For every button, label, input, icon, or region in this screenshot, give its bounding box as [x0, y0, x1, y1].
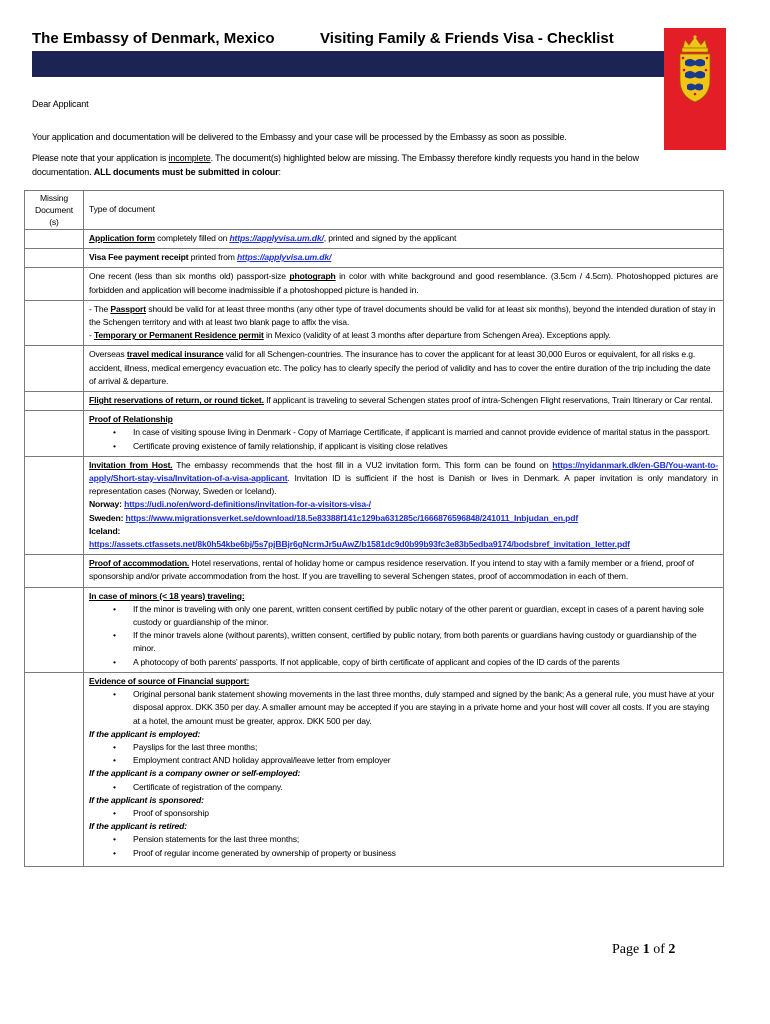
page-number — [612, 942, 675, 958]
table-row — [25, 672, 724, 866]
item-title: travel medical insurance — [126, 349, 224, 360]
list-item: • A photocopy of both parents' passports. If not applicable, copy of birth certificate of applicant and copies of the ID cards of the parents — [133, 656, 718, 669]
list-item: • Certificate proving existence of family relationship, if applicant is visiting close relatives — [133, 440, 718, 453]
flight-cell — [84, 392, 724, 411]
missing-document-header: Missing Document (s) — [25, 191, 84, 230]
list-item: • Certificate of registration of the company. — [133, 781, 718, 794]
table-row — [25, 300, 724, 346]
table-row — [25, 411, 724, 457]
application-form-cell — [84, 230, 724, 249]
intro-paragraph-2 — [32, 152, 692, 179]
item-title: Proof of accommodation. — [89, 558, 190, 569]
iceland-label: Iceland: — [89, 525, 121, 536]
table-row — [25, 555, 724, 587]
list-item: • In case of visiting spouse living in Denmark - Copy of Marriage Certificate, if applicant is married and cannot provide evidence of marital status in the passport. — [133, 426, 718, 439]
photograph-cell — [84, 268, 724, 300]
item-text: valid for all Schengen-countries. The insurance has to cover the applicant for at least 30,000 Euros or equivalent, for all risks e.g. accident, illness, medical emergency evacuation etc. The policy has to clearly specify the period of validity and has to cover the entire duration of the trip including the date of arrival & departure. — [89, 349, 711, 386]
item-text: in Mexico (validity of at least 3 months after departure from Schengen Area). Exceptions apply. — [263, 330, 611, 341]
missing-checkbox-cell[interactable] — [25, 346, 84, 392]
item-text: completely filled on — [154, 233, 230, 243]
item-text: - The — [89, 303, 111, 314]
sweden-link[interactable]: https://www.migrationsverket.se/download/18.5e83388f141c129ba631285c/1666876596848/241011_Inbjudan_en.pdf — [125, 512, 579, 523]
total-pages: 2 — [668, 942, 676, 957]
sponsored-label: If the applicant is sponsored: — [89, 794, 204, 805]
norway-link[interactable]: https://udi.no/en/word-definitions/invitation-for-a-visitors-visa-/ — [124, 499, 371, 510]
item-text: - — [89, 330, 94, 341]
norway-label: Norway: — [89, 499, 125, 510]
item-title: Proof of Relationship — [89, 414, 173, 425]
table-row — [25, 392, 724, 411]
item-title: Passport — [110, 303, 146, 314]
item-text: Overseas — [89, 349, 127, 360]
item-text: in color with white background and good resemblance. (3.5cm / 4.5cm). Photoshopped pictures are forbidden and application will become inadmissible if a photoshopped picture is handed in. — [89, 271, 718, 295]
list-item: • Employment contract AND holiday approval/leave letter from employer — [133, 754, 718, 767]
item-title: Invitation from Host. — [89, 459, 173, 470]
item-title: Visa Fee payment receipt — [89, 252, 189, 263]
missing-checkbox-cell[interactable] — [25, 249, 84, 268]
table-row — [25, 346, 724, 392]
intro-text: : — [278, 166, 281, 177]
item-text: . Invitation ID is sufficient if the host is Danish or lives in Denmark. A paper invitation is only mandatory in representation cases (Norway, Sweden or Iceland). — [89, 473, 718, 497]
table-row — [25, 249, 724, 268]
intro-text: Please note that your application is — [32, 153, 169, 163]
item-title: photograph — [289, 271, 336, 282]
list-item: • If the minor travels alone (without parents), written consent, certified by public notary, from both parents or guardians having custody or guardianship of the minor. — [133, 629, 718, 655]
missing-checkbox-cell[interactable] — [25, 230, 84, 249]
item-title: In case of minors (< 18 years) traveling: — [89, 590, 245, 601]
incomplete-word: incomplete — [168, 153, 211, 163]
list-item: • Proof of sponsorship — [133, 807, 718, 820]
list-item: • Payslips for the last three months; — [133, 741, 718, 754]
missing-checkbox-cell[interactable] — [25, 672, 84, 866]
iceland-link[interactable]: https://assets.ctfassets.net/8k0h54kbe6bj/5s7pjBBjr6gNcrmJr5uAwZ/b1581dc9d0b99b93fc3e83b5edba9174/bodsbref_invitation_letter.pdf — [89, 539, 630, 550]
applyvisa-link[interactable]: https://applyvisa.um.dk/ — [236, 252, 332, 263]
relationship-cell — [84, 411, 724, 457]
list-item: • Pension statements for the last three months; — [133, 833, 718, 846]
item-text: Hotel reservations, rental of holiday home or campus residence reservation. If you intend to stay with a family member or a friend, proof of sponsorship and/or private accommodation from the host. If you are travelling to several Schengen states, proof of accommodation in each of them. — [89, 558, 694, 582]
visa-fee-cell — [84, 249, 724, 268]
current-page: 1 — [642, 942, 650, 957]
missing-checkbox-cell[interactable] — [25, 411, 84, 457]
header-title-right: Visiting Family & Friends Visa - Checklist — [320, 30, 614, 47]
item-text: One recent (less than six months old) passport-size — [89, 271, 290, 282]
item-title: Application form — [89, 233, 155, 243]
missing-checkbox-cell[interactable] — [25, 587, 84, 672]
item-title: Flight reservations of return, or round ticket. — [89, 395, 264, 406]
intro-paragraph-1: Your application and documentation will be delivered to the Embassy and your case will be processed by the Embassy as soon as possible. — [32, 132, 567, 142]
checklist-table — [24, 190, 724, 867]
sweden-label: Sweden: — [89, 512, 126, 523]
item-text: If applicant is traveling to several Schengen states proof of intra-Schengen Flight reservations, Train Itinerary or Car rental. — [263, 395, 713, 406]
passport-cell — [84, 300, 724, 346]
retired-label: If the applicant is retired: — [89, 821, 187, 832]
minors-cell — [84, 587, 724, 672]
item-title: Temporary or Permanent Residence permit — [93, 330, 264, 341]
missing-checkbox-cell[interactable] — [25, 456, 84, 554]
applyvisa-link[interactable]: https://applyvisa.um.dk/ — [229, 233, 324, 243]
accommodation-cell — [84, 555, 724, 587]
header-title-left: The Embassy of Denmark, Mexico — [32, 30, 275, 47]
missing-checkbox-cell[interactable] — [25, 300, 84, 346]
table-row — [25, 587, 724, 672]
item-title: Evidence of source of Financial support: — [89, 675, 250, 686]
colour-requirement: ALL documents must be submitted in colour — [93, 166, 279, 177]
owner-label: If the applicant is a company owner or self-employed: — [89, 768, 301, 779]
insurance-cell — [84, 346, 724, 392]
type-of-document-header: Type of document — [84, 191, 724, 230]
of-word: of — [649, 942, 669, 957]
item-text: printed from — [188, 252, 237, 263]
intro-text: . The document(s) highlighted below are missing. The Embassy therefore kindly requests you hand in the below documentation. — [32, 153, 639, 177]
item-text: , printed and signed by the applicant — [323, 233, 457, 243]
salutation: Dear Applicant — [32, 99, 89, 109]
employed-label: If the applicant is employed: — [89, 728, 201, 739]
missing-checkbox-cell[interactable] — [25, 268, 84, 300]
page-word: Page — [612, 942, 643, 957]
missing-checkbox-cell[interactable] — [25, 392, 84, 411]
list-item: • If the minor is traveling with only one parent, written consent certified by public notary of the other parent or guardian, except in cases of a parent having sole custody or guardianship of the minor. — [133, 603, 718, 629]
table-header-row — [25, 191, 724, 230]
invitation-cell — [84, 456, 724, 554]
nyidanmark-link[interactable]: https://nyidanmark.dk/en-GB/You-want-to-apply/Short-stay-visa/Invitation-of-a-visa-applicant — [89, 459, 718, 484]
table-row — [25, 268, 724, 300]
item-text: The embassy recommends that the host fill in a VU2 invitation form. This form can be found on — [172, 459, 553, 470]
list-item: • Original personal bank statement showing movements in the last three months, duly stamped and signed by the bank; As a general rule, you must have at your disposal approx. DKK 350 per day. A smaller amount may be accepted if you are staying in a private home and your host will cover all costs. If you are staying at a hotel, the amount must be greater, approx. DKK 500 per day. — [133, 688, 718, 728]
coat-of-arms-icon — [671, 34, 719, 106]
item-text: should be valid for at least three months (any other type of travel documents should be valid for at least six months), beyond the intended duration of stay in the Schengen territory and with at least two blank page to affix the visa. — [89, 303, 716, 328]
missing-checkbox-cell[interactable] — [25, 555, 84, 587]
list-item: • Proof of regular income generated by ownership of property or business — [133, 847, 718, 860]
financial-support-cell — [84, 672, 724, 866]
table-row — [25, 230, 724, 249]
header-bar — [32, 51, 664, 77]
table-row — [25, 456, 724, 554]
